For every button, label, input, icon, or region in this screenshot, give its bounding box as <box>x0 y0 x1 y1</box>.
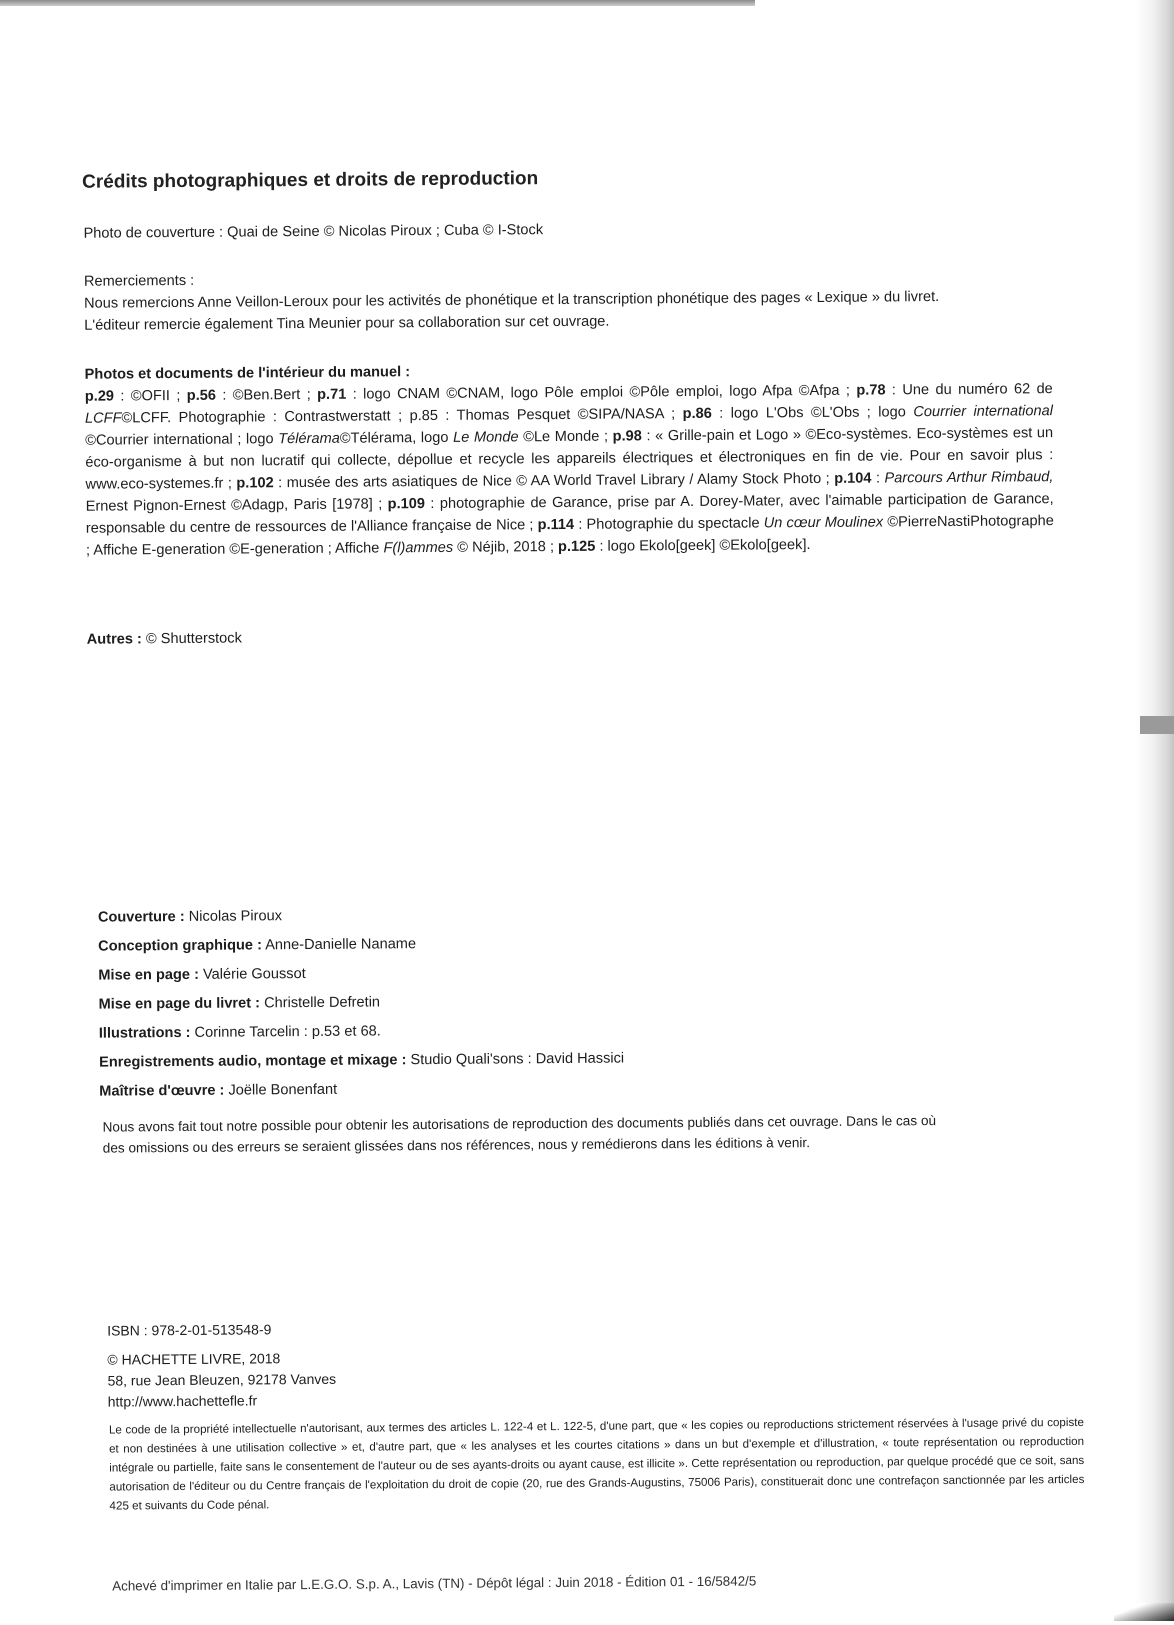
page-ref: p.78 <box>856 382 886 399</box>
credit-text: ©Télérama, logo <box>339 429 454 447</box>
publisher-info <box>107 1342 1075 1413</box>
credit-text: : logo Ekolo[geek] ©Ekolo[geek]. <box>595 537 811 555</box>
staff-person: Anne-Danielle Naname <box>265 936 417 954</box>
credit-title: Un cœur Moulinex <box>763 514 884 532</box>
publisher-address: 58, rue Jean Bleuzen, 92178 Vanves <box>107 1370 337 1389</box>
page-ref: p.71 <box>317 386 347 403</box>
legal-notice: Le code de la propriété intellectuelle n'autorisant, aux termes des articles L. 122-4 et L. 122-5, d'une part, que « les copies ou reproductions strictement réservées à l'usage privé du copiste et non destinées à une utilisation collective » et, d'autre part, que « les analyses et les courtes citations » dans un but d'exemple et d'illustration, « toute représentation ou reproduction intégrale ou partielle, faite sans le consentement de l'auteur ou de ses ayants-droits ou ayant cause, est illicite ». Cette représentation ou reproduction, par quelque procédé que ce soit, sans autorisation de l'éditeur ou du Centre français de l'exploitation du droit de copie (20, rue des Grands-Augustins, 75006 Paris), constituerait donc une contrefaçon sanctionnée par les articles 425 et suivants du Code pénal. <box>108 1415 1085 1513</box>
page-ref: p.109 <box>387 496 426 513</box>
interior-credits-heading: Photos et documents de l'intérieur du manuel : <box>84 364 411 383</box>
credit-text: ©Le Monde ; <box>518 428 613 446</box>
staff-role: Mise en page : <box>98 966 199 984</box>
staff-role: Illustrations : <box>98 1024 191 1042</box>
staff-role: Couverture : <box>97 908 185 926</box>
credit-text: : Thomas Pesquet ©SIPA/NASA ; <box>437 406 683 424</box>
credit-text: : ©Ben.Bert ; <box>215 386 318 404</box>
page-title: Crédits photographiques et droits de reproduction <box>82 168 539 193</box>
permissions-disclaimer <box>102 1109 1077 1159</box>
staff-row <box>99 1070 1067 1107</box>
credit-text: : ©OFII ; <box>113 387 187 405</box>
staff-credits <box>98 896 1068 1107</box>
page-ref: p.86 <box>682 405 712 423</box>
credit-text: : Photographie du spectacle <box>574 515 764 533</box>
credit-text: : Une du numéro 62 de <box>885 381 1053 399</box>
interior-credits-paragraph <box>85 378 1054 562</box>
credit-text: ©PierreNastiPhotographe ; Affiche E-generation ©E-generation ; Affiche <box>85 513 1054 559</box>
credit-title: Le Monde <box>453 429 519 446</box>
cover-photo-credit <box>83 215 1051 245</box>
staff-person: Studio Quali'sons : David Hassici <box>410 1050 625 1069</box>
page-ref: p.56 <box>186 387 217 404</box>
staff-person: Corinne Tarcelin : p.53 et 68. <box>194 1023 381 1041</box>
credit-title: Courrier international <box>913 403 1054 421</box>
staff-person: Joëlle Bonenfant <box>228 1081 338 1099</box>
credit-text: : photographie de Garance, prise par A. Dorey-Mater, avec l'aimable participation de Garance, responsable du centre de ressources de l'Alliance française de Nice ; <box>85 491 1054 537</box>
other-credits <box>87 621 1055 651</box>
acknowledgements-label: Remerciements : <box>83 272 195 290</box>
credit-text: : « Grille-pain et Logo » ©Eco-systèmes. Eco-systèmes est un éco-organisme à but non lucratif qui collecte, dépollue et recycle les appareils électriques et électroniques en fin de vie. Pour en savoir plus : www.eco-systemes.fr ; <box>85 425 1054 493</box>
credit-text: : logo L'Obs ©L'Obs ; logo <box>711 404 914 422</box>
page-ref: p.104 <box>834 470 872 487</box>
staff-person: Valérie Goussot <box>202 966 306 983</box>
staff-role: Enregistrements audio, montage et mixage : <box>98 1052 407 1071</box>
cover-photo-label: Photo de couverture : <box>83 224 224 242</box>
staff-role: Maîtrise d'œuvre : <box>99 1082 225 1100</box>
page-ref: p.29 <box>84 388 115 405</box>
credit-text: : musée des arts asiatiques de Nice © AA World Travel Library / Alamy Stock Photo ; <box>273 470 835 492</box>
interior-credits <box>85 356 1055 562</box>
publisher-copyright: © HACHETTE LIVRE, 2018 <box>107 1350 281 1368</box>
disclaimer-line: Nous avons fait tout notre possible pour obtenir les autorisations de reproduction des documents publiés dans cet ouvrage. Dans le cas où <box>102 1113 937 1135</box>
credit-text: © Néjib, 2018 ; <box>453 539 559 556</box>
credit-title: LCFF <box>84 410 122 427</box>
credit-text: ©LCFF. Photographie : Contrastwerstatt ; <box>121 408 410 427</box>
other-credits-text: © Shutterstock <box>145 630 242 648</box>
cover-photo-text: Quai de Seine © Nicolas Piroux ; Cuba © I-Stock <box>227 222 544 241</box>
isbn: ISBN : 978-2-01-513548-9 <box>107 1321 272 1339</box>
publisher-url: http://www.hachettefle.fr <box>107 1392 258 1410</box>
page-ref: p.98 <box>612 428 642 445</box>
credit-text: Ernest Pignon-Ernest ©Adagp, Paris [1978] ; <box>85 496 388 515</box>
disclaimer-line: des omissions ou des erreurs se seraient glissées dans nos références, nous y remédierons dans les éditions à venir. <box>102 1135 811 1156</box>
staff-person: Christelle Defretin <box>263 994 381 1012</box>
acknowledgements <box>84 263 1052 337</box>
credit-title: F(l)ammes <box>383 539 454 557</box>
acknowledgements-line: L'éditeur remercie également Tina Meunier pour sa collaboration sur cet ouvrage. <box>84 313 610 334</box>
credit-text: : <box>871 470 885 487</box>
page-ref: p.102 <box>236 475 274 492</box>
page-ref: p.125 <box>557 538 596 556</box>
page-ref: p.85 <box>409 407 439 425</box>
staff-role: Conception graphique : <box>98 937 262 955</box>
page-ref: p.114 <box>537 516 575 534</box>
credit-title: Télérama <box>278 430 340 448</box>
staff-role: Mise en page du livret : <box>98 995 261 1013</box>
credit-title: Parcours Arthur Rimbaud, <box>884 469 1054 487</box>
other-credits-label: Autres : <box>86 631 142 648</box>
credit-text: ©Courrier international ; logo <box>85 431 279 449</box>
staff-person: Nicolas Piroux <box>188 908 283 925</box>
acknowledgements-line: Nous remercions Anne Veillon-Leroux pour les activités de phonétique et la transcription phonétique des pages « Lexique » du livret. <box>84 289 940 312</box>
credit-text: : logo CNAM ©CNAM, logo Pôle emploi ©Pôle emploi, logo Afpa ©Afpa ; <box>346 382 857 403</box>
printing-info: Achevé d'imprimer en Italie par L.E.G.O. S.p. A., Lavis (TN) - Dépôt légal : Juin 2018 - Édition 01 - 16/5842/5 <box>112 1573 757 1594</box>
